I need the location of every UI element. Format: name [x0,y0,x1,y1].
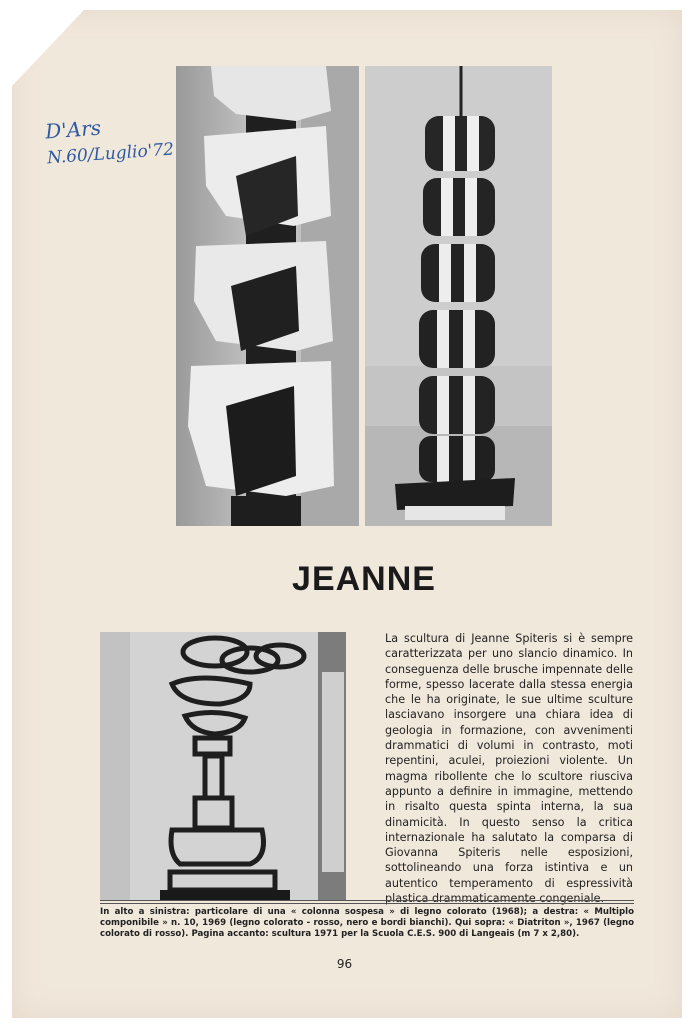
caption-divider [100,900,634,904]
photo-colonna-sospesa [176,66,359,526]
article-title: JEANNE [292,560,436,598]
article-body: La scultura di Jeanne Spiteris si è sempre caratterizzata per uno slancio dinamico. In conseguenza delle brusche impennate delle forme, spesso lacerate dalla stessa energia che le ha originate, le sue ultime sculture lasciavano insorgere una chiara idea di geologia in formazione, con avvenimenti drammatici di volumi in contrasto, moti repentini, aculei, proiezioni violente. Un magma ribollente che lo scultore riusciva appunto a definire in immagine, mettendo in risalto questa spinta interna, la sua dinamicità. In questo senso la critica internazionale ha salutato la comparsa di Giovanna Spiteris nelle esposizioni, sottolineando una forza istintiva e un autentico temperamento di espressività plastica drammaticamente congeniale. [385,632,633,906]
photo-multiplo-componibile [365,66,552,526]
handwritten-publication: D'Ars [44,115,102,144]
photo-diatriton [100,632,346,900]
page-number: 96 [336,957,353,971]
handwritten-note [44,108,175,172]
photo-caption: In alto a sinistra: particolare di una « colonna sospesa » di legno colorato (1968); a destra: « Multiplo componibile » n. 10, 1969 (legno colorato - rosso, nero e bordi bianchi). Qui sopra: « Diatriton », 1967 (legno colorato di rosso). Pagina accanto: scultura 1971 per la Scuola C.E.S. 900 di Langeais (m 7 x 2,80). [100,907,634,939]
handwritten-issue: N.60/Luglio'72 [46,139,175,169]
